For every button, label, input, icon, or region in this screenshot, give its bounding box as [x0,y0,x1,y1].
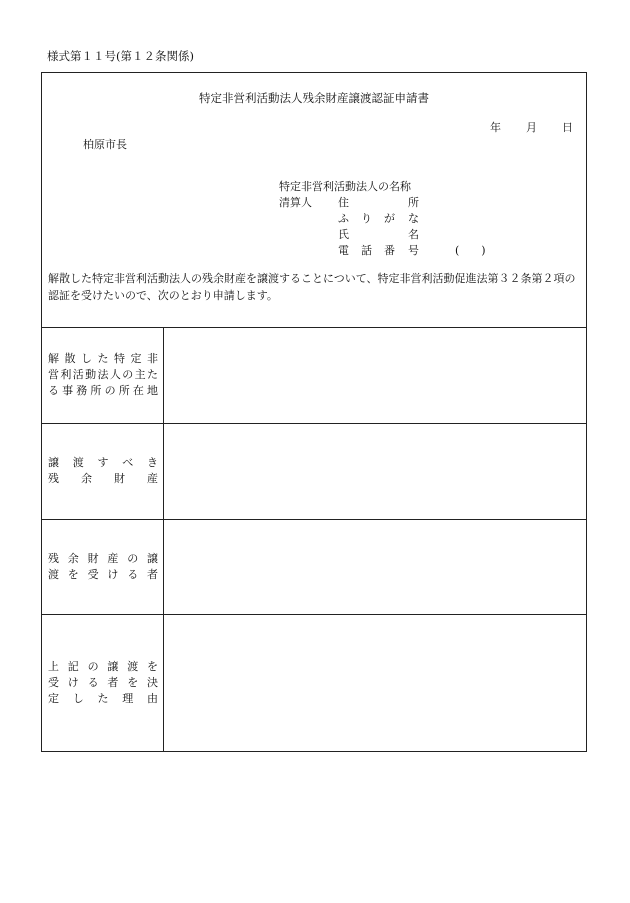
row-label-char: 余 [67,552,79,565]
row-label-char: べ [122,456,134,469]
row-label-char: 由 [147,692,158,705]
row-label-char: 解 [48,352,59,365]
row-label-line [48,659,158,675]
row-label-char: 残 [48,552,59,565]
row-label-char: 残 [48,472,59,485]
row-label-char: 定 [48,692,59,705]
row-label-line [48,455,158,471]
row-label-char: た [97,692,109,705]
row-label-char: 譲 [48,456,59,469]
row-label-char: た [147,368,158,381]
phone-label-3: 番 [384,244,395,257]
row-label-char: 散 [64,352,76,365]
row-label-char: を [146,660,158,673]
row-label-char: 法 [97,368,109,381]
name-label-1: 氏 [338,228,349,241]
row-label-char: 理 [122,692,134,705]
row-label-line [48,471,158,487]
phone-label-4: 号 [408,244,419,257]
row-label-char: る [87,676,99,689]
address-label-2: 所 [408,196,419,209]
application-form [41,72,587,752]
row-label-char: 産 [147,472,158,485]
date-year-label: 年 [490,121,501,134]
row-label-line [48,367,158,383]
furigana-label-2: り [361,212,372,225]
furigana-label-4: な [408,212,419,225]
row-label-char: 渡 [127,660,139,673]
row-label-char: 渡 [72,456,84,469]
row-label-char: 譲 [146,552,158,565]
row-label-char: 主 [134,368,146,381]
row-label-char: 非 [147,352,158,365]
row-label-line [48,383,158,399]
form-number: 様式第１１号(第１２条関係) [47,49,194,63]
row-label-char: 利 [60,368,72,381]
row-label-char: 譲 [107,660,119,673]
row-label-transferee [48,551,158,583]
field-dissolved-office-address[interactable] [164,328,586,423]
row-label-char: の [122,368,134,381]
document-title: 特定非営利活動法人残余財産譲渡認証申請書 [199,91,429,105]
row-label-char: 定 [130,352,142,365]
row-label-char: 決 [146,676,158,689]
field-transferee[interactable] [164,520,586,614]
row-label-char: る [127,568,139,581]
row-label-char: 者 [107,676,119,689]
row-label-line [48,567,158,583]
row-label-char: 活 [72,368,84,381]
row-label-dissolved-office-address [48,351,158,399]
row-label-char: 余 [81,472,92,485]
row-label-char: 受 [48,676,59,689]
address-label-1: 住 [338,196,349,209]
org-name-label: 特定非営利活動法人の名称 [279,180,411,193]
furigana-label-1: ふ [338,212,349,225]
phone-label-2: 話 [361,244,372,257]
row-label-char: た [97,352,109,365]
row-label-char: 上 [48,660,59,673]
row-label-char: の [104,384,116,397]
row-label-char: る [48,384,59,397]
row-label-char: す [97,456,109,469]
row-label-line [48,351,158,367]
row-label-char: 特 [114,352,125,365]
row-label-char: け [67,676,79,689]
row-label-char: を [127,676,139,689]
row-label-char: 地 [146,384,158,397]
row-label-char: を [67,568,79,581]
addressee: 柏原市長 [83,138,127,151]
liquidator-label: 清算人 [279,196,312,209]
row-label-char: 渡 [48,568,59,581]
row-label-char: 在 [132,384,144,397]
row-label-line [48,675,158,691]
row-label-assets-to-transfer [48,455,158,487]
row-label-char: 財 [87,552,99,565]
row-label-char: 記 [67,660,79,673]
row-label-line [48,551,158,567]
row-label-char: 所 [90,384,102,397]
row-label-char: 事 [62,384,74,397]
row-label-line [48,691,158,707]
name-label-2: 名 [408,228,419,241]
application-statement: 解散した特定非営利活動法人の残余財産を譲渡することについて、特定非営利活動促進法第３２条第２項の認証を受けたいので、次のとおり申請します。 [48,272,576,302]
field-assets-to-transfer[interactable] [164,424,586,519]
row-label-char: け [107,568,119,581]
row-label-char: 務 [76,384,88,397]
row-label-char: 営 [48,368,59,381]
phone-parens: ( ) [455,244,486,257]
furigana-label-3: が [384,212,395,225]
row-label-char: の [87,660,99,673]
row-label-char: 産 [107,552,119,565]
row-label-char: 受 [87,568,99,581]
field-reason-for-transferee[interactable] [164,615,586,751]
row-label-char: 動 [85,368,97,381]
row-label-reason-for-transferee [48,659,158,707]
row-label-char: の [127,552,139,565]
row-label-char: 人 [109,368,121,381]
row-label-char: し [72,692,84,705]
row-label-char: き [147,456,158,469]
phone-label-1: 電 [338,244,349,257]
date-month-label: 月 [526,121,537,134]
row-label-char: 所 [118,384,130,397]
row-label-char: 財 [114,472,125,485]
row-label-char: 者 [146,568,158,581]
date-day-label: 日 [562,121,573,134]
row-label-char: し [81,352,92,365]
